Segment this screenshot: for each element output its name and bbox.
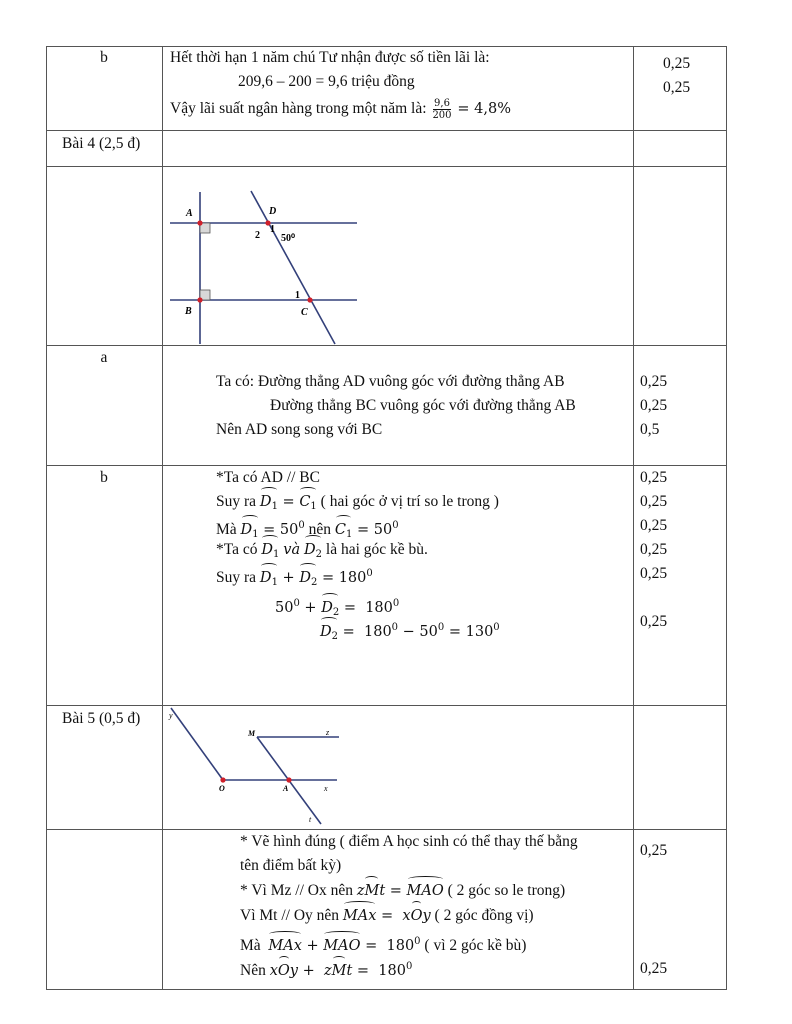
interest-result: = 4,8% (457, 101, 512, 117)
a-line-3: Nên AD song song với BC (216, 421, 383, 438)
row-label-a: a (100, 349, 108, 366)
label-c1: 1 (295, 290, 300, 301)
interest-rate-text: Vậy lãi suất ngân hàng trong một năm là: (170, 100, 427, 117)
b-line-4-prefix: *Ta có (216, 541, 258, 558)
last-line-4-suffix: ( 2 góc đồng vị) (434, 907, 534, 924)
score: 0,25 (640, 842, 668, 859)
score: 0,25 (640, 517, 668, 534)
last-line-6: Nên xOy + zMt = $180^0$ (240, 955, 412, 983)
label-z: z (326, 728, 330, 737)
b-line-1: *Ta có AD // BC (216, 469, 320, 486)
label-y: y (169, 711, 173, 720)
b-line-3-prefix: Mà (216, 521, 237, 538)
label-d2: 2 (255, 230, 260, 241)
score: 0,5 (640, 421, 660, 438)
b-line-3-middle: nên (308, 521, 332, 538)
last-line-4: Vì Mt // Oy nên MAx = xOy ( 2 góc đồng vị) (240, 904, 534, 928)
last-line-3: * Vì Mz // Ox nên zMt = MAO ( 2 góc so le trong) (240, 879, 565, 903)
b-line-7: $D_2 = 180^0 - 50^0 = 130^0$ (320, 616, 500, 649)
score: 0,25 (663, 79, 691, 96)
a-line-1: Ta có: Đường thẳng AD vuông góc với đường thẳng AB (216, 373, 565, 390)
b-line-2-prefix: Suy ra (216, 493, 257, 510)
bai5-label: Bài 5 (0,5 đ) (62, 710, 141, 727)
table-column-divider-2 (633, 46, 634, 990)
fraction-denominator: 200 (432, 109, 452, 121)
last-line-1: * Vẽ hình đúng ( điểm A học sinh có thể thay thế bằng (240, 833, 578, 850)
b-line-2-suffix: ( hai góc ở vị trí so le trong ) (320, 493, 499, 510)
last-line-2: tên điểm bất kỳ) (240, 857, 342, 874)
label-d: D (269, 206, 277, 217)
b-line-4-suffix: là hai góc kề bù. (325, 541, 428, 558)
table-row-divider (46, 166, 727, 167)
b-line-4-middle: và (283, 542, 301, 558)
label-x: x (324, 784, 328, 793)
last-line-3-suffix: ( 2 góc so le trong) (447, 882, 566, 899)
score: 0,25 (640, 493, 668, 510)
interest-fraction (432, 98, 451, 121)
score: 0,25 (663, 55, 691, 72)
bai5-figure (165, 706, 345, 830)
last-line-5-prefix: Mà (240, 937, 261, 954)
score: 0,25 (640, 469, 668, 486)
b-line-4: *Ta có $D_1$ và $D_2$ là hai góc kề bù. (216, 538, 428, 567)
b-line-5-prefix: Suy ra (216, 569, 257, 586)
last-line-6-prefix: Nên (240, 962, 266, 979)
row-label-b: b (100, 469, 108, 486)
b-line-6: $50^0 + D_2 = 180^0$ (275, 592, 399, 625)
b-line-3: Mà $D_1 = 50^0$ nên $C_1 = 50^0$ (216, 514, 399, 547)
a-line-2: Đường thẳng BC vuông góc với đường thẳng AB (270, 397, 576, 414)
label-o: O (219, 784, 225, 793)
last-line-4-prefix: Vì Mt // Oy nên (240, 907, 340, 924)
b-line-2: Suy ra $D_1 = C_1$ ( hai góc ở vị trí so le trong ) (216, 490, 499, 519)
angle-label: 50⁰ (281, 233, 296, 244)
label-c: C (301, 307, 308, 318)
label-m: M (248, 729, 256, 738)
fraction-numerator: 9,6 (434, 97, 450, 109)
label-a: A (186, 208, 193, 219)
label-b: B (185, 306, 192, 317)
bai4-figure (165, 186, 365, 346)
label-t: t (309, 815, 312, 824)
last-line-3-prefix: * Vì Mz // Ox nên (240, 882, 353, 899)
b-line-5: Suy ra $D_1 + D_2 = 180^0$ (216, 562, 373, 595)
score: 0,25 (640, 397, 668, 414)
bai4-label: Bài 4 (2,5 đ) (62, 135, 141, 152)
interest-line-1: Hết thời hạn 1 năm chú Tư nhận được số tiền lãi là: (170, 49, 490, 66)
label-d1: 1 (270, 224, 275, 235)
score: 0,25 (640, 565, 668, 582)
table-column-divider-1 (162, 46, 163, 990)
score: 0,25 (640, 373, 668, 390)
table-row-divider (46, 130, 727, 131)
score: 0,25 (640, 541, 668, 558)
interest-line-3 (170, 97, 511, 121)
label-a: A (283, 784, 289, 793)
score: 0,25 (640, 960, 668, 977)
last-line-5: Mà MAx + MAO = $180^0$ ( vì 2 góc kề bù) (240, 930, 526, 958)
interest-line-2: 209,6 – 200 = 9,6 triệu đồng (238, 73, 415, 90)
row-label-b: b (100, 49, 108, 66)
score: 0,25 (640, 613, 668, 630)
table-row-divider (46, 705, 727, 706)
last-line-5-suffix: ( vì 2 góc kề bù) (424, 937, 527, 954)
